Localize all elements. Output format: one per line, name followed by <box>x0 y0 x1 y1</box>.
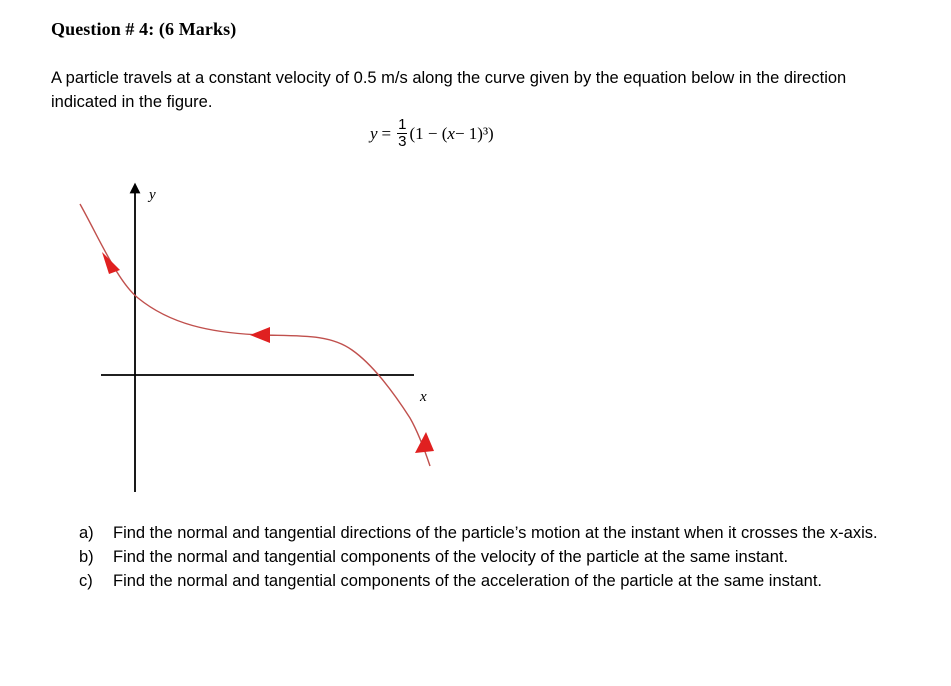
sub-question-text: Find the normal and tangential directions of the particle’s motion at the instant when it crosses the x-axis. <box>113 524 878 542</box>
sub-question-marker: c) <box>79 572 93 590</box>
equation-rhs-close: − 1)³) <box>454 123 494 143</box>
equation-rhs-var: x <box>447 123 455 143</box>
sub-question-a <box>79 521 895 545</box>
direction-arrow-upper-left <box>102 252 120 274</box>
sub-question-marker: b) <box>79 548 94 566</box>
fraction-denominator: 3 <box>398 133 407 150</box>
sub-questions <box>79 521 895 593</box>
y-axis-label: y <box>149 187 156 203</box>
equation-equals: = <box>381 123 392 143</box>
equation-lhs: y <box>370 123 378 143</box>
sub-question-b <box>79 545 895 569</box>
fraction-numerator: 1 <box>398 116 407 133</box>
x-axis-label: x <box>420 389 427 405</box>
sub-question-text: Find the normal and tangential components of the acceleration of the particle at the same instant. <box>113 572 823 590</box>
question-heading: Question # 4: (6 Marks) <box>51 19 237 39</box>
direction-arrow-middle <box>250 327 270 343</box>
equation-rhs-open: (1 − ( <box>409 123 448 143</box>
question-intro: A particle travels at a constant velocity of 0.5 m/s along the curve given by the equation below in the direction indicated in the figure. <box>51 69 847 111</box>
sub-question-marker: a) <box>79 524 94 542</box>
sub-question-c <box>79 569 895 593</box>
sub-question-text: Find the normal and tangential components of the velocity of the particle at the same instant. <box>113 548 789 566</box>
